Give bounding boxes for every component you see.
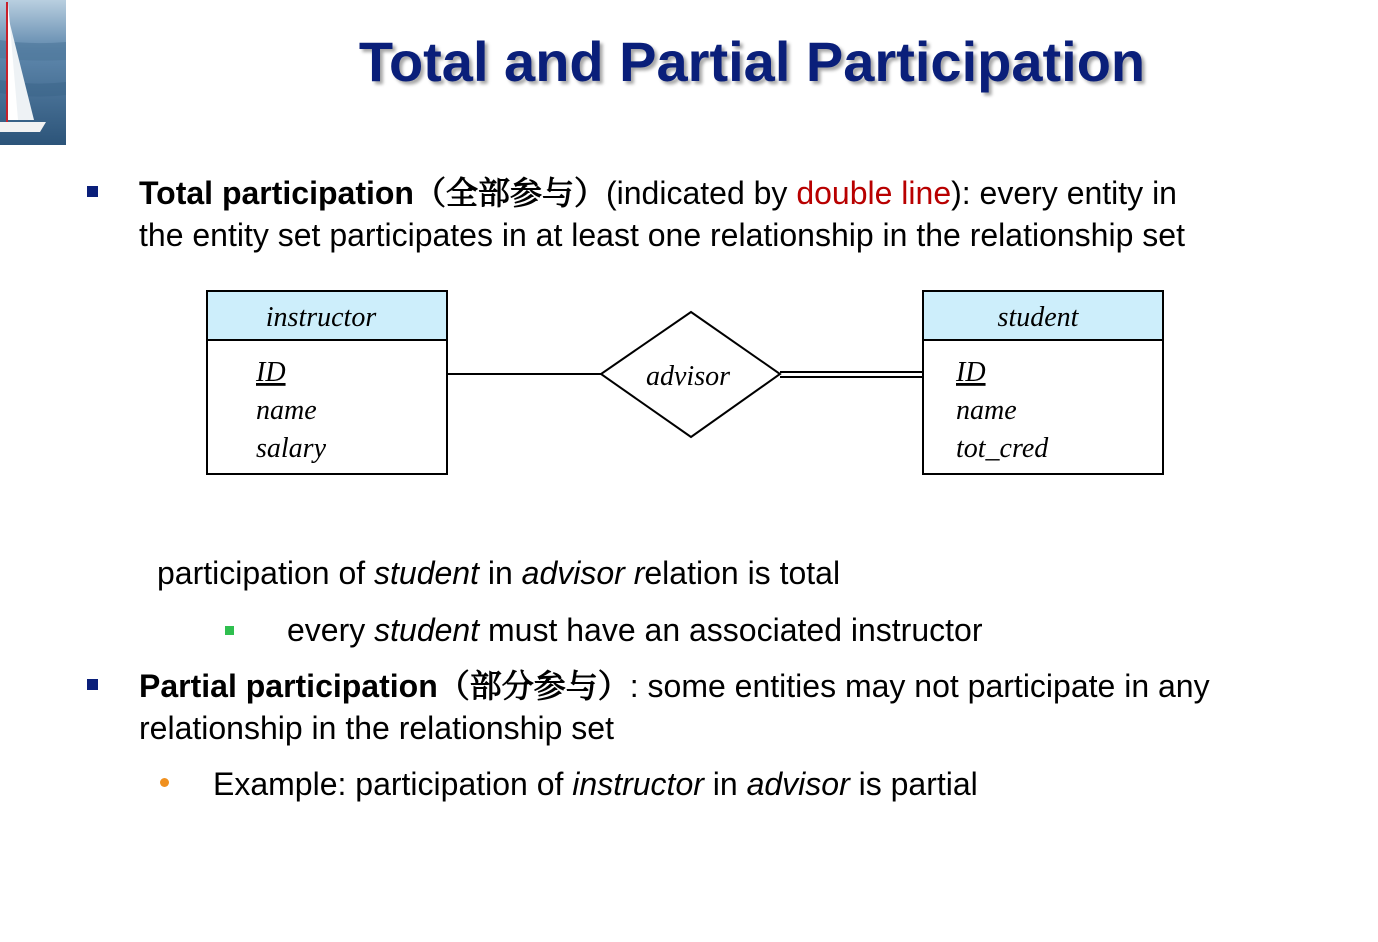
indicated-suffix: ): every entity in [951,175,1177,211]
total-participation-label: Total participation [139,175,414,211]
partial-participation-line2: relationship in the relationship set [139,710,614,746]
note-advisor: advisor r [521,555,645,591]
instructor-attr-name: name [256,395,317,426]
orange-bullet-icon [160,778,169,787]
advisor-relationship-name: advisor [646,361,730,392]
instructor-entity-name: instructor [265,302,377,333]
note-text-2: in [478,555,522,591]
student-participation-note [157,552,840,594]
page-title: Total and Partial Participation [358,30,1146,93]
green-bullet-icon [225,626,234,635]
total-participation-line2: the entity set participates in at least one relationship in the relationship set [139,217,1185,253]
note-student: student [374,555,479,591]
instructor-entity [207,291,447,474]
sub1-student: student [374,612,480,648]
example-instructor: instructor [572,766,704,802]
example-advisor: advisor [746,766,850,802]
example-line [213,763,978,805]
instructor-attr-salary: salary [256,433,326,464]
every-student-line [287,609,982,651]
instructor-attr-id: ID [256,357,286,388]
sub1-text-1: every [287,612,375,648]
total-participation-double-line [780,372,922,377]
example-text-3: is partial [849,766,978,802]
note-text-3: elation is total [644,555,841,591]
partial-participation-cn: （部分参与） [437,668,630,704]
student-attr-id: ID [956,357,986,388]
example-text-2: in [703,766,747,802]
example-text-1: Example: participation of [213,766,573,802]
sub1-text-2: must have an associated instructor [479,612,983,648]
student-entity [923,291,1163,474]
total-participation-cn: （全部参与） [413,175,606,211]
advisor-relationship [601,312,780,437]
double-line-highlight: double line [796,175,952,211]
note-text-1: participation of [157,555,375,591]
bullet-square-icon [87,679,98,690]
partial-participation-text: : some entities may not participate in any [629,668,1210,704]
partial-participation-label: Partial participation [139,668,438,704]
indicated-prefix: (indicated by [605,175,797,211]
student-attr-name: name [956,395,1017,426]
student-entity-name: student [997,302,1079,333]
student-attr-totcred: tot_cred [956,433,1049,464]
partial-participation-line1 [139,665,1210,707]
